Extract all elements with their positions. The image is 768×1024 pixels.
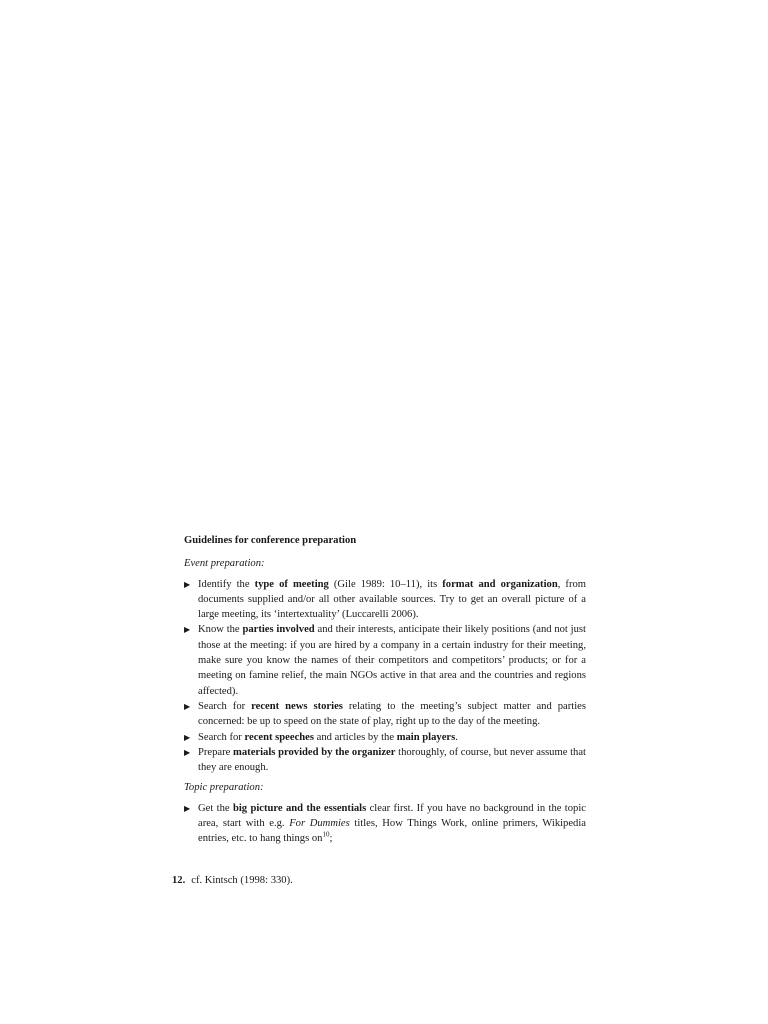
bullet-text: and articles by the <box>314 731 397 743</box>
bullet-text: Search for <box>198 700 252 712</box>
list-item <box>184 699 586 730</box>
triangle-bullet-icon: ▶ <box>184 625 191 635</box>
emphasis-text: recent news stories <box>251 700 343 712</box>
triangle-bullet-icon: ▶ <box>184 803 191 813</box>
bullet-text: Prepare <box>198 746 234 758</box>
triangle-bullet-icon: ▶ <box>184 701 191 711</box>
topic-preparation-label: Topic preparation: <box>184 782 264 794</box>
bullet-text: thoroughly, of course, but never assume that they are enough. <box>198 746 587 774</box>
event-preparation-list <box>184 577 586 776</box>
bullet-text: Know the <box>198 624 243 636</box>
footnote-ref: 10 <box>322 830 330 839</box>
bullet-text: ; <box>329 833 333 845</box>
emphasis-text: materials provided by the organizer <box>233 746 396 758</box>
list-item <box>184 730 586 745</box>
emphasis-text: type of meeting <box>254 578 329 590</box>
emphasis-text: main players <box>396 731 456 743</box>
bullet-text: Search for <box>198 731 245 743</box>
footnote-number: 12. <box>172 875 186 886</box>
event-preparation-label: Event preparation: <box>184 558 265 570</box>
triangle-bullet-icon: ▶ <box>184 747 191 757</box>
emphasis-text: parties involved <box>242 624 315 636</box>
list-item <box>184 801 586 847</box>
bullet-text: (Gile 1989: 10–11), its <box>328 578 443 590</box>
emphasis-text: big picture and the essentials <box>232 802 367 814</box>
bullet-text: Identify the <box>198 578 255 590</box>
footnote <box>172 873 293 888</box>
bullet-text: . <box>455 731 458 743</box>
bullet-text: titles, How Things Work, online primers, Wikipedia entries, etc. to hang things on <box>198 818 587 845</box>
bullet-text: clear first. If you have no background in the topic area, start with e.g. <box>198 802 586 830</box>
list-item <box>184 577 586 623</box>
bullet-text: , from documents supplied and/or all other available sources. Try to get an overall picture of a large meeting, its ‘intertextuality’ (Luccarelli 2006). <box>198 578 587 621</box>
bullet-text: relating to the meeting’s subject matter and parties concerned: be up to speed on the state of play, right up to the day of the meeting. <box>198 700 586 728</box>
guidelines-section <box>184 533 586 852</box>
bullet-text: and their interests, anticipate their likely positions (and not just those at the meeting: if you are hired by a company in a certain industry for their meeting, make sure you know the names of their competitors and competitors’ products; or for a meeting on famine relief, the main NGOs active in that area and the countries and regions affected). <box>198 624 586 697</box>
bullet-text: For Dummies <box>289 818 350 830</box>
topic-preparation-list <box>184 801 586 847</box>
emphasis-text: recent speeches <box>244 731 315 743</box>
list-item <box>184 622 586 698</box>
bullet-text: Get the <box>198 802 233 814</box>
triangle-bullet-icon: ▶ <box>184 579 191 589</box>
list-item <box>184 745 586 776</box>
triangle-bullet-icon: ▶ <box>184 732 191 742</box>
section-heading: Guidelines for conference preparation <box>184 535 357 546</box>
emphasis-text: format and organization <box>442 578 558 590</box>
footnote-text: cf. Kintsch (1998: 330). <box>191 875 293 886</box>
